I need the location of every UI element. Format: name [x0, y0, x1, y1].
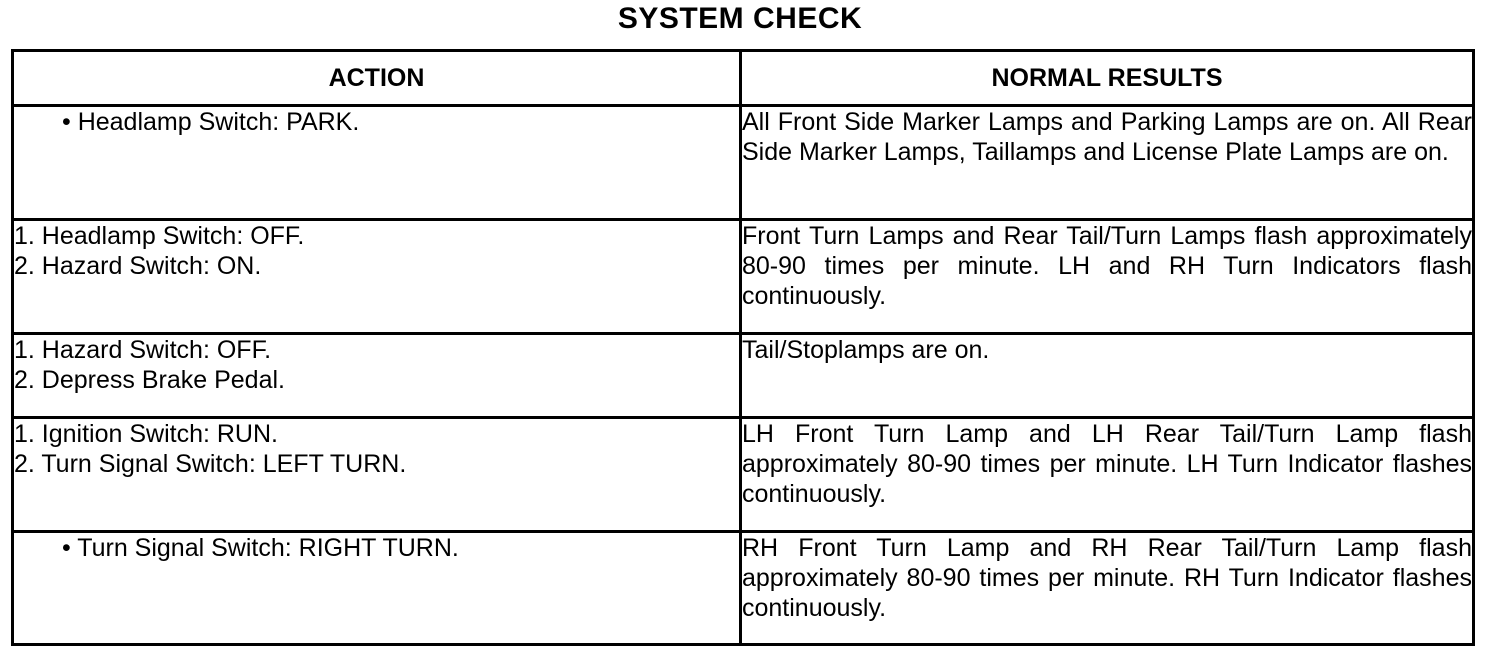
- result-cell: All Front Side Marker Lamps and Parking Lamps are on. All Rear Side Marker Lamps, Taillamps and License Plate Lamps are on.: [741, 106, 1474, 220]
- result-cell: LH Front Turn Lamp and LH Rear Tail/Turn Lamp flash approximately 80-90 times per minute. LH Turn Indicator flashes continuously.: [741, 418, 1474, 532]
- table-row: [13, 334, 1474, 418]
- action-step: 1. Headlamp Switch: OFF.: [14, 222, 305, 250]
- column-header-normal-results: NORMAL RESULTS: [741, 51, 1474, 106]
- action-cell: [13, 106, 741, 220]
- action-cell: [13, 418, 741, 532]
- table-row: [13, 106, 1474, 220]
- action-step: 1. Ignition Switch: RUN.: [14, 420, 278, 448]
- result-cell: Tail/Stoplamps are on.: [741, 334, 1474, 418]
- table-header-row: [13, 51, 1474, 106]
- action-step: • Turn Signal Switch: RIGHT TURN.: [62, 534, 459, 562]
- column-header-action: ACTION: [13, 51, 741, 106]
- action-step: 2. Turn Signal Switch: LEFT TURN.: [14, 450, 407, 478]
- table-row: [13, 418, 1474, 532]
- table-row: [13, 532, 1474, 645]
- result-cell: Front Turn Lamps and Rear Tail/Turn Lamps flash approximately 80-90 times per minute. LH and RH Turn Indicators flash continuously.: [741, 220, 1474, 334]
- action-cell: [13, 532, 741, 645]
- action-step: • Headlamp Switch: PARK.: [62, 108, 360, 136]
- system-check-table: [11, 49, 1475, 646]
- action-cell: [13, 220, 741, 334]
- action-step: 2. Depress Brake Pedal.: [14, 366, 285, 394]
- action-step: 2. Hazard Switch: ON.: [14, 252, 262, 280]
- result-cell: RH Front Turn Lamp and RH Rear Tail/Turn Lamp flash approximately 80-90 times per minute. RH Turn Indicator flashes continuously.: [741, 532, 1474, 645]
- page-title: SYSTEM CHECK: [617, 2, 863, 35]
- action-cell: [13, 334, 741, 418]
- action-step: 1. Hazard Switch: OFF.: [14, 336, 272, 364]
- table-row: [13, 220, 1474, 334]
